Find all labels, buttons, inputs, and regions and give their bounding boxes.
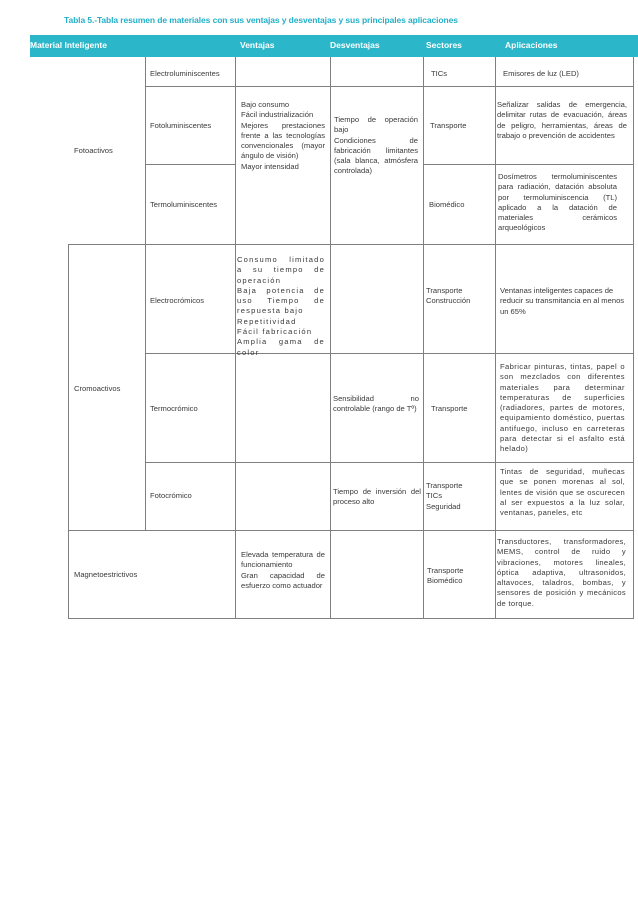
sector-electrocromicos: Transporte Construcción [426, 286, 471, 306]
row-divider [68, 618, 634, 619]
material-electroluminiscentes: Electroluminiscentes [150, 69, 220, 78]
sector-magnetoestrictivos: Transporte Biomédico [427, 566, 464, 586]
column-divider [235, 57, 236, 618]
column-divider [145, 57, 146, 530]
column-divider [633, 57, 634, 618]
aplicacion-termoluminiscentes: Dosímetros termoluminiscentes para radiación, datación absoluta por termoluminiscencia (TL) aplicado a la datación de materiales cerámicos arqueológicos [498, 172, 617, 233]
header-ventajas: Ventajas [240, 40, 275, 50]
header-desventajas: Desventajas [330, 40, 380, 50]
material-electrocromicos: Electrocrómicos [150, 296, 205, 305]
ventajas-electrocromicos: Consumo limitado a su tiempo de operación Baja potencia de uso Tiempo de respuesta bajo Repetitividad Fácil fabricación Amplia gama de color [237, 255, 325, 357]
aplicacion-fotocromico: Tintas de seguridad, muñecas que se ponen morenas al sol, lentes de visión que se oscurecen al ser expuestos a la luz solar, ventanas, paneles, etc [500, 467, 625, 518]
sector-termoluminiscentes: Biomédico [429, 200, 465, 209]
aplicacion-electrocromicos: Ventanas inteligentes capaces de reducir su transmitancia en al menos un 65% [500, 286, 625, 316]
column-divider [68, 244, 69, 618]
group-cromoactivos: Cromoactivos [74, 384, 121, 393]
desventajas-luminiscentes: Tiempo de operación bajo Condiciones de fabricación limitantes (sala blanca, atmósfera controlada) [334, 115, 418, 176]
group-fotoactivos: Fotoactivos [74, 146, 113, 155]
ventajas-luminiscentes: Bajo consumo Fácil industrialización Mejores prestaciones frente a las tecnologías convencionales (mayor ángulo de visión) Mayor intensidad [241, 100, 325, 171]
row-divider [145, 86, 634, 87]
aplicacion-termocromico: Fabricar pinturas, tintas, papel o son mezclados con diferentes materiales para determinar temperaturas de superficies (radiadores, partes de motores, equipamiento doméstico, puertas antifuego, incluso en carreteras para detectar si el asfalto está helado) [500, 362, 625, 454]
column-divider [495, 57, 496, 618]
sector-electroluminiscentes: TICs [431, 69, 448, 78]
material-fotocromico: Fotocrómico [150, 491, 192, 500]
sector-fotocromico: Transporte TICs Seguridad [426, 481, 463, 511]
table-caption: Tabla 5.-Tabla resumen de materiales con sus ventajas y desventajas y sus principales aplicaciones [64, 15, 458, 25]
header-sectores: Sectores [426, 40, 462, 50]
material-fotoluminiscentes: Fotoluminiscentes [150, 121, 212, 130]
header-aplicaciones: Aplicaciones [505, 40, 558, 50]
table-header [30, 35, 638, 57]
header-material: Material Inteligente [30, 40, 107, 50]
aplicacion-electroluminiscentes: Emisores de luz (LED) [503, 69, 579, 78]
sector-fotoluminiscentes: Transporte [430, 121, 467, 130]
aplicacion-fotoluminiscentes: Señalizar salidas de emergencia, delimitar rutas de evacuación, áreas de peligro, herramientas, áreas de trabajo o prevención de accidentes [497, 100, 627, 140]
group-magnetoestrictivos: Magnetoestrictivos [74, 570, 138, 579]
column-divider [423, 57, 424, 618]
material-termoluminiscentes: Termoluminiscentes [150, 200, 218, 209]
row-divider [68, 244, 634, 245]
row-divider [423, 164, 634, 165]
column-divider [330, 57, 331, 618]
row-divider [145, 164, 235, 165]
row-divider [145, 462, 634, 463]
aplicacion-magnetoestrictivos: Transductores, transformadores, MEMS, control de ruido y vibraciones, motores lineales, óptica adaptiva, ultrasonidos, altavoces, taladros, bombas, y sensores de posición y mecánicos de torque. [497, 537, 626, 608]
material-termocromico: Termocrómico [150, 404, 198, 413]
sector-termocromico: Transporte [431, 404, 468, 413]
row-divider [68, 530, 634, 531]
desventajas-fotocromico: Tiempo de inversión del proceso alto [333, 487, 421, 507]
desventajas-termocromico: Sensibilidad no controlable (rango de Tº) [333, 394, 419, 414]
ventajas-magnetoestrictivos: Elevada temperatura de funcionamiento Gran capacidad de esfuerzo como actuador [241, 550, 325, 590]
row-divider [145, 353, 634, 354]
